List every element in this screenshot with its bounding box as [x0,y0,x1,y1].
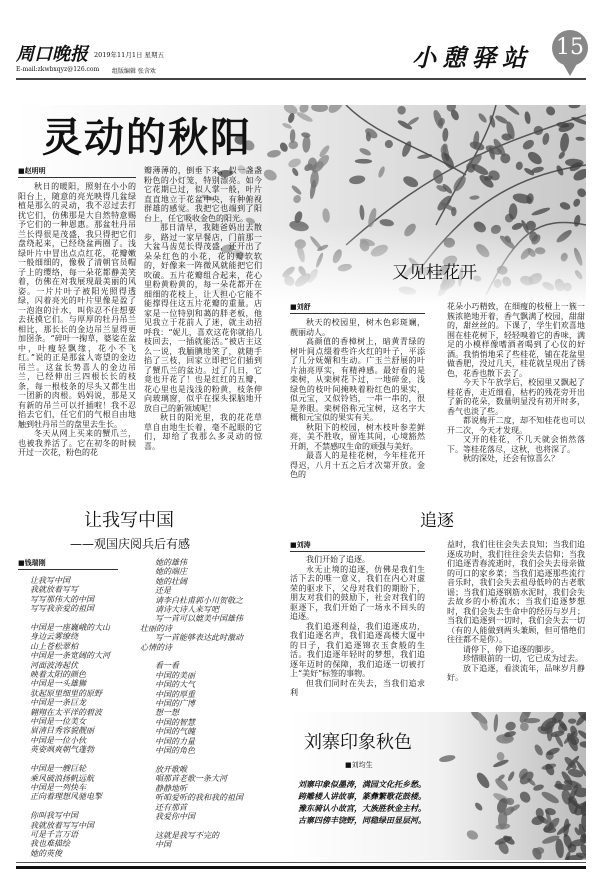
poem-body [298,778,426,826]
poem-line: 中国的厚重 [155,689,195,699]
article-column [144,166,262,451]
poem-line: 写一首能够表达此时激动 [155,633,243,643]
article-author: ■赵明明 [18,166,136,178]
article-column [447,540,585,683]
paragraph: 瓣薄薄的，倒垂下来，似一盏盏粉色的小灯笼，特别漂亮。如今它花期已过，似人掌一般，叶片直直地立于花盆中央，有种俯视群雄的感觉。我把它也端到了阳台上，任它吸收金色的阳光。 [144,166,262,223]
article-author: ■刘涛 [290,540,425,552]
article-author: ■钱瑞刚 [18,558,118,570]
poem-line: 中国 [155,840,171,850]
article-column [18,182,136,458]
poem-line: 中国的大气 [155,680,195,690]
article-title: 又见桂花开 [392,263,477,283]
poem-line: 写写那伟大的中国 [30,594,94,604]
article-subtitle: ——观国庆阅兵后有感 [70,537,191,551]
paragraph: 今天下午放学后，校园里又飘起了桂花香，走近细看，枯朽的残花旁开出了新的花朵，数量明显没有初开时多，香气也淡了些。 [447,378,585,416]
header-rule [16,78,586,80]
poem-line: 乘风破浪扬帆远航 [30,773,94,783]
leaf-shape [568,718,576,723]
paragraph: 冬天从网上买来的蟹爪兰，也被我养活了。它在初冬的时候开过一次花，粉色的花 [18,429,136,457]
poem-line: 她的壮阔 [155,576,187,586]
poem-line: 我也难描绘 [30,839,70,849]
poem-line: 听咱爱听的我和我的祖国 [155,793,243,803]
poem-line: 请诗大诗人来写吧 [155,605,219,615]
contact-email: E-mail:zkwbxqyz@126.com [16,66,100,73]
paragraph: 最喜人的是桂花树，今年桂花开得迟，八月十五之后才次第开放。金色的 [290,451,425,479]
poem-line: 她的英俊 [30,848,62,858]
poem-line: 跨雕楼人讲故事，篆彝繁歌花鼓楼。 [298,791,426,801]
poem-line: 中国的美丽 [155,670,195,680]
paragraph: 但我们同时在失去，当我们追求利 [290,678,425,697]
poem-line: 中国的力量 [155,736,195,746]
page-number: 15 [552,30,588,66]
poem-line: 中国是一列快车 [30,782,86,792]
poem-line: 驮起原里细里的原野 [30,688,102,698]
leaf-shape [535,847,544,854]
poem-line: 中国的广博 [155,699,195,709]
poem-line: 写一首可以媲美中国雄伟 [155,614,243,624]
poem-line: 我就放着写写中国 [30,820,94,830]
poem-line: 唱那首老歌一条大河 [155,774,227,784]
poem-line: 壮丽的诗 [140,623,172,633]
poem-line: 古寨四傍丰饶野，同稳绿田显层河。 [298,815,426,825]
paragraph: 都说梅开二度，却不知桂花也可以开二次，今天才发现。 [447,416,585,435]
poem-line: 山上苍松翠柏 [30,641,78,651]
poem-line: 放开歌喉 [155,764,187,774]
poem-line: 我爱你中国 [155,811,195,821]
poem-line: 英姿飒爽朝气蓬勃 [30,745,94,755]
poem-line: 河面波涛起伏 [30,660,78,670]
poem-column [140,558,275,850]
paragraph: 又开的桂花，不几天就会悄然落下。等桂花落尽，这秋，也将深了。 [447,435,585,454]
paragraph: 秋日的暖阳，照射在小小的阳台上，随意的亮光映得几盆绿植是那么的灵动，我不忍过去打扰它们，仿佛那是大自然特意赐予它们的一种恩惠。那盆牡丹吊兰长得很是茂盛，我只得把它们盘绕起来，已经绕盆两圈了。浅绿叶片中冒出点点红花，花瓣嫩一般细细的，像极了清朝官员帽子上的缨络，每一朵花都静美笑着，仿佛在对我展现最美丽的风姿。一片片叶子被阳光照得透绿，闪着亮光的叶片里像是盈了一泡泡的汁水，叫你忍不住想要去抚摸它们。与厚厚的牡丹吊兰相比，那长长的金边吊兰显得更加囹条。“碎叶一掬草，婆娑在盆中，叶瘦轻飘缘，花小不飞红。”说的正是那盆人寄望的金边吊兰。这盆长势喜人的金边吊兰，已经伸出三四根长长的枝条，每一根枝条的尽头又都生出一团新的肉根。妈妈说，那是又有新的吊兰可以扦插啦！我不忍掐去它们，任它们的气根自由地触到牡丹吊兰的盘里去生长。 [18,182,136,429]
poem-line: 让我写中国 [30,576,70,585]
paragraph: 放下追逐，看淡流年，品味岁月静好。 [447,663,585,682]
poem-line: 我就放着写写 [30,585,78,595]
article-title: 让我写中国 [84,510,174,531]
section-title: 小憩驿站 [412,43,532,72]
article-column [290,318,425,480]
poem-line: 想一想 [155,708,179,718]
poem-line: 静静地听 [155,783,187,793]
poem-line: 可是千言万语 [30,829,78,839]
paragraph: 秋阳下的校园，树木枝叶参差鲜亮，美不胜收，留连其间，心境豁然开朗，不禁感叹生命的顽强与美好。 [290,422,425,451]
poem-line: 中国的智慧 [155,717,195,727]
poem-line: 正向着理想风驰电掣 [30,792,102,802]
poem-line: 你叫我写中国 [30,811,78,821]
poem-line: 眉清目秀容貌靓丽 [30,726,94,736]
paragraph: 永无止境的追逐，仿佛是我们生活下去的唯一意义，我们在内心对虚荣的驱求下，父母对我们的期盼下，朋友对我们的鼓励下，社会对我们的驱逐下，我们开始了一场永不回头的追逐。 [290,564,425,621]
article-column [290,555,425,698]
poem-line: 心情的诗 [140,642,172,652]
poem-line: 中国是一座巍峨的大山 [30,623,110,633]
layout-editor: 组版编辑 张含欢 [112,68,156,75]
poem-line: 中国是一头雄狮 [30,679,86,689]
poem-line: 还有那首 [155,802,187,812]
issue-date: 2019年11月1日 星期五 [94,51,165,59]
poem-line: 映着太阳的颜色 [30,670,86,680]
poem-line: 这就是我写不完的 [155,830,219,840]
article-author: ■刘均生 [345,761,373,769]
poem-line: 写写我亲爱的祖国 [30,604,94,614]
poem-line: 中国是一位小伙 [30,735,86,745]
poem-column [30,576,135,858]
paragraph: 益时，我们往往会失去良知；当我们追逐成功时，我们往往会失去信仰；当我们追逐青春流逝时，我们会失去母亲做的可口的家乡菜；当我们追逐那些流行音乐时，我们会失去祖母低吟的古老歌谣；当我们追逐钢筋水泥时，我们会失去故乡的小桥流水；当我们追逐梦想时，我们会失去生命中的经历与岁月；当我们追逐到一切时，我们会失去一切（有的人能做到两头兼顾，但可惜绝们往往都不是你）。 [447,540,585,644]
paragraph: 秋的深处，还会有惊喜么？ [463,454,559,463]
poem-line: 还是 [155,586,171,596]
paragraph: 那日清早，我随爸妈出去散步，路过一家早餐店，门前那一大盆马齿苋长得茂盛，还开出了朵朵红色的小花，花的瓣软软的，好像来一阵微风就能把它们吹破。五片花瓣组合起来，花心里粉黄粉黄的，每一朵花都开在细细的花枝上，让人担心它能不能撑得住这五片花瓣的重量。店家是一位特别和蔼的胖老板，他见我立于花前人了迷，就主动招呼我：“妮儿，喜欢这花你就掐几枝回去，一插就能活。”被店主这么一说，我腼腆地笑了，就随手掐了三枝，回家立即把它们插到了蟹爪兰的盆边。过了几日，它竟也开花了！也是红红的五瓣，花心里也是浅浅的粉黄，枝条伸向玻璃窗，似乎在探头探脑地开放自己的新领域呢！ [144,223,262,413]
paragraph: 珍惜眼前的一切，它已成为过去。 [463,654,583,663]
paragraph: 秋日的阳光里，我的花花草草自由地生长着，毫不起眼的它们，却给了我那么多灵动的惊喜。 [144,413,262,451]
paragraph: 高颜值的香樟树上，暗黄青绿的树叶间点缀着些许火红的叶子，平添了几分妩媚和生动。广玉兰舒展的叶片油亮厚实，有精神感。最好看的是栾树，从栾树花下过，一地碎金，浅绿色的枝叶间掩映着粉红色的果实，似元宝，又似铃铛，一串一串的，很是养眼。栾树俗称元宝树，这名字大概和元宝似的果实有关。 [290,337,425,422]
footer-rule [16,862,586,863]
poem-line: 身边云雾缭绕 [30,632,78,642]
poem-line: 中国是一条巨龙 [30,698,86,708]
poem-line: 豫东骑认小故宫，大族胜秋金主村。 [298,803,426,813]
newspaper-masthead: 周口晚报 [16,44,88,65]
paragraph: 秋天的校园里，树木色彩斑斓，靓丽动人。 [290,318,425,337]
poem-line: 她的端庄 [155,567,187,577]
paragraph: 请停下，停下追逐的脚步。 [463,644,559,654]
poem-line: 中国的气魄 [155,727,195,737]
poem-line: 中国是一位美女 [30,717,86,727]
article-title: 灵动的秋阳 [42,114,252,161]
poem-line: 中国是一条宽阔的大河 [30,651,110,661]
article-title: 追逐 [420,511,454,531]
poem-line: 刘寨印象似墨涛，满园文化托乡愁。 [298,779,426,789]
article-title: 刘寨印象秋色 [304,732,412,753]
poem-line: 看一看 [155,661,179,671]
poem-line: 她的雄伟 [155,558,187,567]
article-author: ■刘舒 [290,302,425,314]
paragraph: 我们开始了追逐。 [306,555,370,564]
poem-line: 中国的角色 [155,746,195,756]
poem-line: 请李白杜甫郭小川贺敬之 [155,595,243,605]
paragraph: 花朵小巧精致，在细瘦的枝桠上一簇一簇浓艳地开着，香气飘满了校园，甜甜的，甜丝丝的。下课了，学生们欢喜地围在桂花树下，轻轻嗅着它的香味，满足的小模样像嗜酒者喝到了心仪的好酒。我悄悄地采了些桂花，铺在花盆里做香肥，没过几天，桂花就呈现出了锈色，花香也散下去了。 [447,302,585,378]
paragraph: 我们追逐利益，我们追逐成功，我们追逐名声，我们追逐高楼大厦中的日子，我们追逐锦衣玉食般的生活。我们追逐年轻时的梦想，我们追逐年迈时的保障，我们追逐一切被打上“美好”标签的事物。 [290,621,425,678]
article-column [447,302,585,464]
poem-line: 翱翔在太平洋的碧波 [30,707,102,717]
poem-line: 中国是一艘巨轮 [30,764,86,774]
footer-rule [16,866,586,869]
